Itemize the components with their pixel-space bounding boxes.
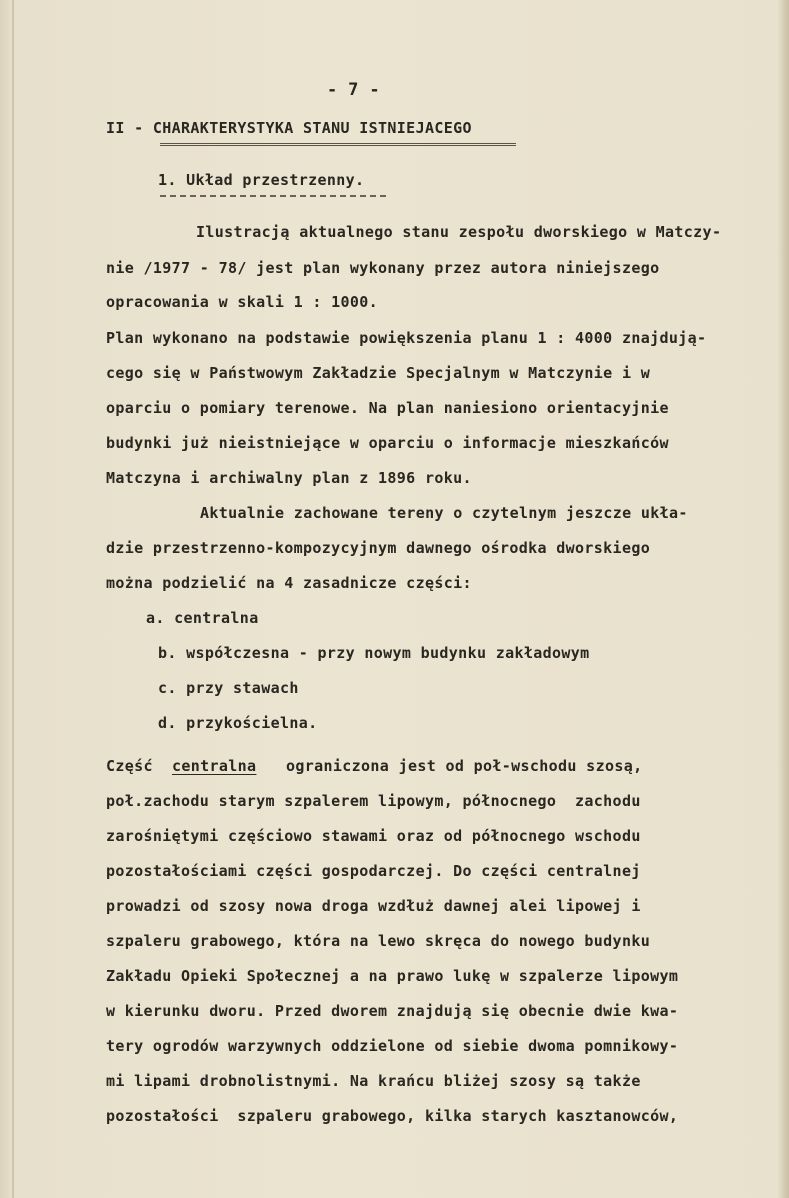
text-line: szpaleru grabowego, która na lewo skręca do nowego budynku [106,932,651,950]
section-heading-underline [160,143,516,146]
text-line: mi lipami drobnolistnymi. Na krańcu bliżej szosy są także [106,1072,641,1090]
page-fold-shadow [12,0,14,1198]
subsection-heading: 1. Układ przestrzenny. [158,171,365,189]
text-line: zarośniętymi częściowo stawami oraz od północnego wschodu [106,827,641,845]
text-line: cego się w Państwowym Zakładzie Specjalnym w Matczynie i w [106,364,651,382]
text-line: poł.zachodu starym szpalerem lipowym, północnego zachodu [106,792,641,810]
text-line: w kierunku dworu. Przed dworem znajdują się obecnie dwie kwa- [106,1002,679,1020]
text-line: opracowania w skali 1 : 1000. [106,293,379,311]
section-heading: II - CHARAKTERYSTYKA STANU ISTNIEJACEGO [106,119,472,137]
text-line: nie /1977 - 78/ jest plan wykonany przez autora niniejszego [106,259,660,277]
text-line: budynki już nieistniejące w oparciu o informacje mieszkańców [106,434,669,452]
underlined-term: centralna [172,757,257,775]
text-line: prowadzi od szosy nowa droga wzdłuż dawnej alei lipowej i [106,897,641,915]
list-item: b. współczesna - przy nowym budynku zakładowym [158,644,590,662]
text-line: tery ogrodów warzywnych oddzielone od siebie dwoma pomnikowy- [106,1037,679,1055]
list-item: c. przy stawach [158,679,299,697]
page-edge-shadow [777,0,789,1198]
text-line: Matczyna i archiwalny plan z 1896 roku. [106,469,472,487]
list-item: d. przykościelna. [158,714,318,732]
text-line: dzie przestrzenno-kompozycyjnym dawnego ośrodka dworskiego [106,539,651,557]
text-line: pozostałości szpaleru grabowego, kilka starych kasztanowców, [106,1107,679,1125]
text-line: Zakładu Opieki Społecznej a na prawo lukę w szpalerze lipowym [106,967,679,985]
text-line: Część [106,757,153,775]
text-line: Ilustracją aktualnego stanu zespołu dworskiego w Matczy- [196,223,722,241]
text-line: można podzielić na 4 zasadnicze części: [106,574,472,592]
page-number: - 7 - [327,80,380,100]
list-item: a. centralna [146,609,259,627]
text-line: oparciu o pomiary terenowe. Na plan naniesiono orientacyjnie [106,399,669,417]
text-line: Aktualnie zachowane tereny o czytelnym jeszcze ukła- [200,504,688,522]
subsection-heading-underline [160,195,386,197]
text-line: pozostałościami części gospodarczej. Do części centralnej [106,862,641,880]
text-line: Plan wykonano na podstawie powiększenia planu 1 : 4000 znajdują- [106,329,707,347]
text-line: ograniczona jest od poł-wschodu szosą, [286,757,643,775]
